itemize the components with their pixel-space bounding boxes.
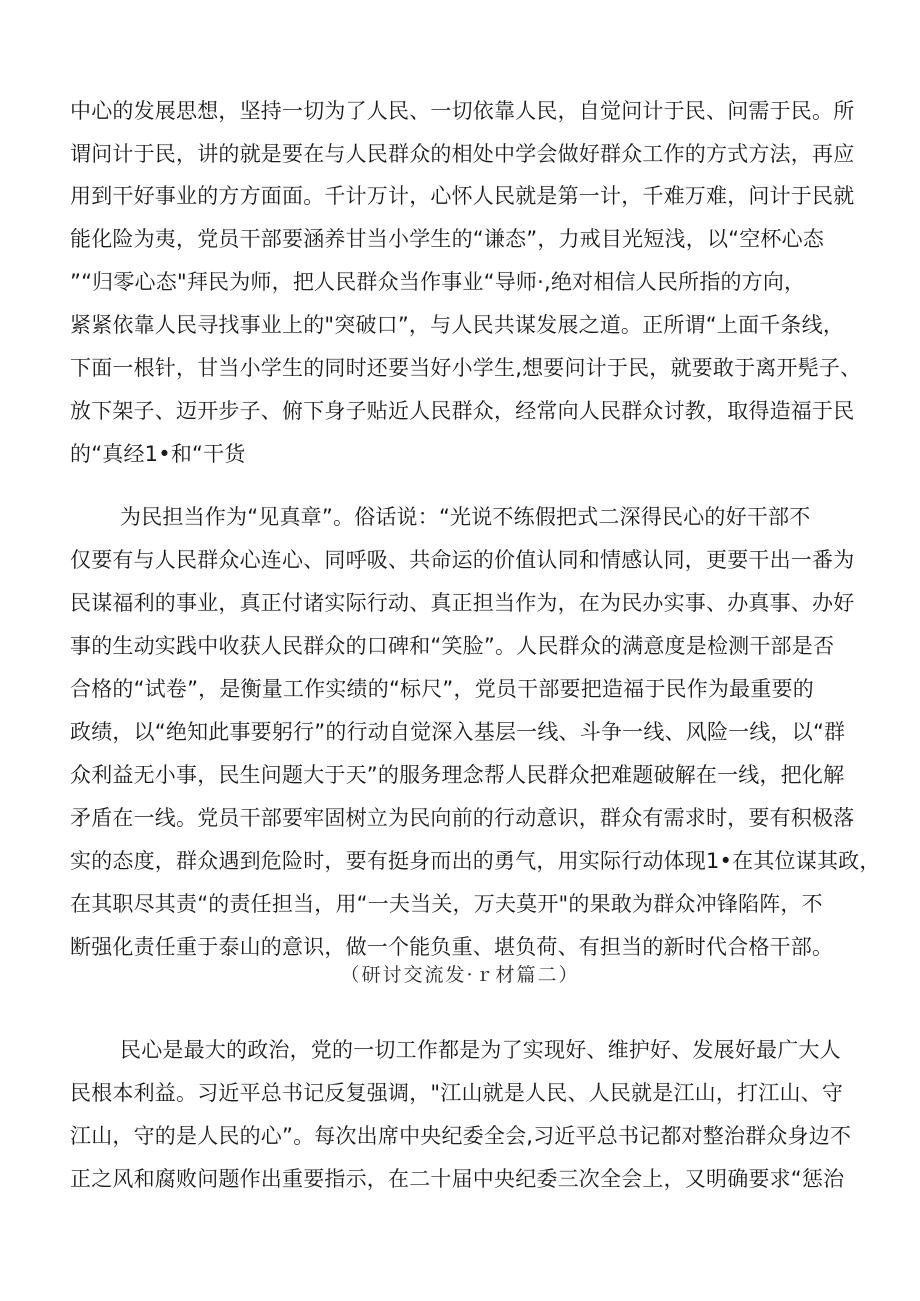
- text-line: 谓问计于民，讲的就是要在与人民群众的相处中学会做好群众工作的方式方法，再应: [70, 142, 855, 166]
- text-line: 紧紧依靠人民寻找事业上的"突破口”，与人民共谋发展之道。正所谓“上面千条线，: [70, 313, 845, 337]
- text-line: 断强化责任重于泰山的意识，做一个能负重、堪负荷、有担当的新时代合格干部。: [70, 935, 834, 959]
- text-line: 中心的发展思想，坚持一切为了人民、一切依靠人民，自觉问计于民、问需于民。所: [70, 99, 855, 123]
- text-line: 事的生动实践中收获人民群众的口碑和“笑脸”。人民群众的满意度是检测干部是否: [70, 634, 835, 658]
- text-line: 下面一根针，甘当小学生的同时还要当好小学生,想要问计于民，就要敢于离开髡子、: [70, 356, 862, 380]
- text-line: 矛盾在一线。党员干部要牢固树立为民向前的行动意识，群众有需求时，要有积极落: [70, 806, 855, 830]
- text-line: 正之风和腐败问题作出重要指示，在二十届中央纪委三次全会上，又明确要求“惩治: [70, 1167, 845, 1191]
- text-line: 民谋福利的事业，真正付诸实际行动、真正担当作为，在为民办实事、办真事、办好: [70, 591, 855, 615]
- text-line: 民根本利益。习近平总书记反复强调，"江山就是人民、人民就是江山，打江山、守: [70, 1081, 844, 1105]
- section-caption: （研讨交流发·ｒ材篇二）: [340, 964, 580, 986]
- text-line: 合格的“试卷”，是衡量工作实绩的“标尺”，党员干部要把造福于民作为最重要的: [70, 677, 814, 701]
- text-line: 在其职尽其责“的责任担当，用“一夫当关，万夫莫开"的果敢为群众冲锋陷阵，不: [70, 892, 823, 916]
- text-line: 为民担当作为“见真章”。俗话说：“光说不练假把式二深得民心的好干部不: [120, 505, 811, 529]
- text-line: 实的态度，群众遇到危险时，要有挺身而出的勇气，用实际行动体现1•在其位谋其政，: [70, 849, 881, 873]
- text-line: 用到干好事业的方方面面。千计万计，心怀人民就是第一计，千难万难，问计于民就: [70, 184, 855, 208]
- text-line: 的“真经1•和“干货: [70, 442, 246, 466]
- text-line: 民心是最大的政治，党的一切工作都是为了实现好、维护好、发展好最广大人: [120, 1038, 841, 1062]
- text-line: ”“归零心态"拜民为师，把人民群众当作事业“导师·,绝对相信人民所指的方向，: [70, 270, 806, 294]
- text-line: 能化险为夷，党员干部要涵养甘当小学生的“谦态”，力戒目光短浅，以“空杯心态: [70, 227, 825, 251]
- text-line: 政绩，以“绝知此事要躬行”的行动自觉深入基层一线、斗争一线、风险一线，以“群: [70, 720, 846, 744]
- text-line: 仅要有与人民群众心连心、同呼吸、共命运的价值认同和情感认同，更要干出一番为: [70, 548, 855, 572]
- text-line: 江山，守的是人民的心”。每次出席中央纪委全会,习近平总书记都对整治群众身边不: [70, 1124, 852, 1148]
- text-line: 放下架子、迈开步子、俯下身子贴近人民群众，经常向人民群众讨教，取得造福于民: [70, 399, 855, 423]
- text-line: 众利益无小事，民生问题大于天”的服务理念帮人民群众把难题破解在一线，把化解: [70, 763, 845, 787]
